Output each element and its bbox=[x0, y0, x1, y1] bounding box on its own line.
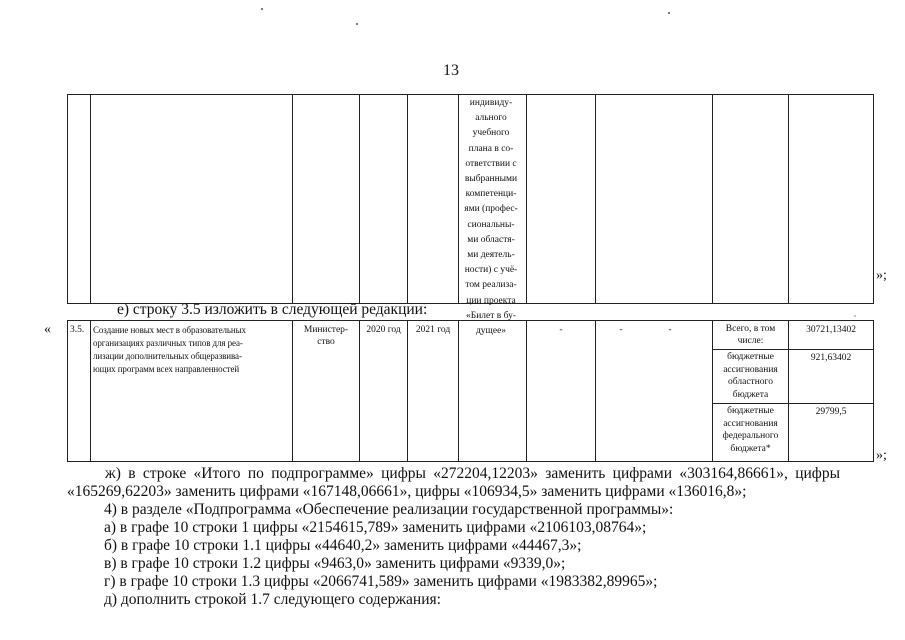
row-start-year: 2020 год bbox=[366, 325, 401, 335]
funding-regional-value: 921,63402 bbox=[810, 353, 852, 363]
close-quote-top: »; bbox=[876, 268, 887, 283]
paragraph-zh-line2: «165269,62203» заменить цифрами «167148,06661», цифры «106934,5» заменить цифрами «136016,8»; bbox=[67, 483, 747, 500]
row-end-year: 2021 год bbox=[415, 325, 451, 335]
row-dash-1: - bbox=[559, 325, 563, 335]
top-fragment-text: индивиду- ального учебного плана в со- ответствии с выбранными компетенци- ями (профес- сиональны- ми областя- ми деятель- ности) с учё- том реализа- ции проекта «Билет в бу- дущее» bbox=[464, 98, 518, 337]
funding-federal-label: бюджетные ассигнования федерального бюджета* bbox=[722, 406, 779, 454]
paragraph-zh-line1: ж) в строке «Итого по подпрограмме» цифры «272204,12203» заменить цифрами «303164,86661», цифры bbox=[105, 465, 840, 482]
paragraph-g: г) в графе 10 строки 1.3 цифры «2066741,589» заменить цифрами «1983382,89965»; bbox=[104, 573, 658, 590]
paragraph-v: в) в графе 10 строки 1.2 цифры «9463,0» заменить цифрами «9339,0»; bbox=[104, 555, 566, 572]
row-dash-2: - bbox=[619, 325, 623, 335]
row-executor: Министер- ство bbox=[303, 325, 349, 347]
close-quote-3-5: »; bbox=[876, 448, 887, 463]
funding-total-value: 30721,13402 bbox=[806, 325, 856, 335]
paragraph-a: а) в графе 10 строки 1 цифры «2154615,789» заменить цифрами «2106103,08764»; bbox=[104, 519, 647, 536]
row-dash-3: - bbox=[668, 325, 672, 335]
funding-total-label: Всего, в том числе: bbox=[725, 324, 776, 346]
paragraph-b: б) в графе 10 строки 1.1 цифры «44640,2» заменить цифрами «44467,3»; bbox=[104, 537, 582, 554]
row-name: Создание новых мест в образовательных организациях различных типов для реа- лизации дополнительных общеразвива- ющих программ всех направленностей bbox=[93, 325, 246, 374]
funding-federal-value: 29799,5 bbox=[815, 407, 847, 417]
page-number: 13 bbox=[443, 62, 459, 79]
open-quote: « bbox=[44, 322, 51, 337]
paragraph-d: д) дополнить строкой 1.7 следующего содержания: bbox=[104, 591, 441, 608]
funding-regional-label: бюджетные ассигнования областного бюджета bbox=[723, 352, 778, 400]
paragraph-4: 4) в разделе «Подпрограмма «Обеспечение реализации государственной программы»: bbox=[104, 501, 674, 518]
row-number: 3.5. bbox=[70, 325, 85, 335]
section-e-heading: е) строку 3.5 изложить в следующей редакции: bbox=[117, 301, 428, 318]
table-row-3-5 bbox=[67, 320, 874, 462]
